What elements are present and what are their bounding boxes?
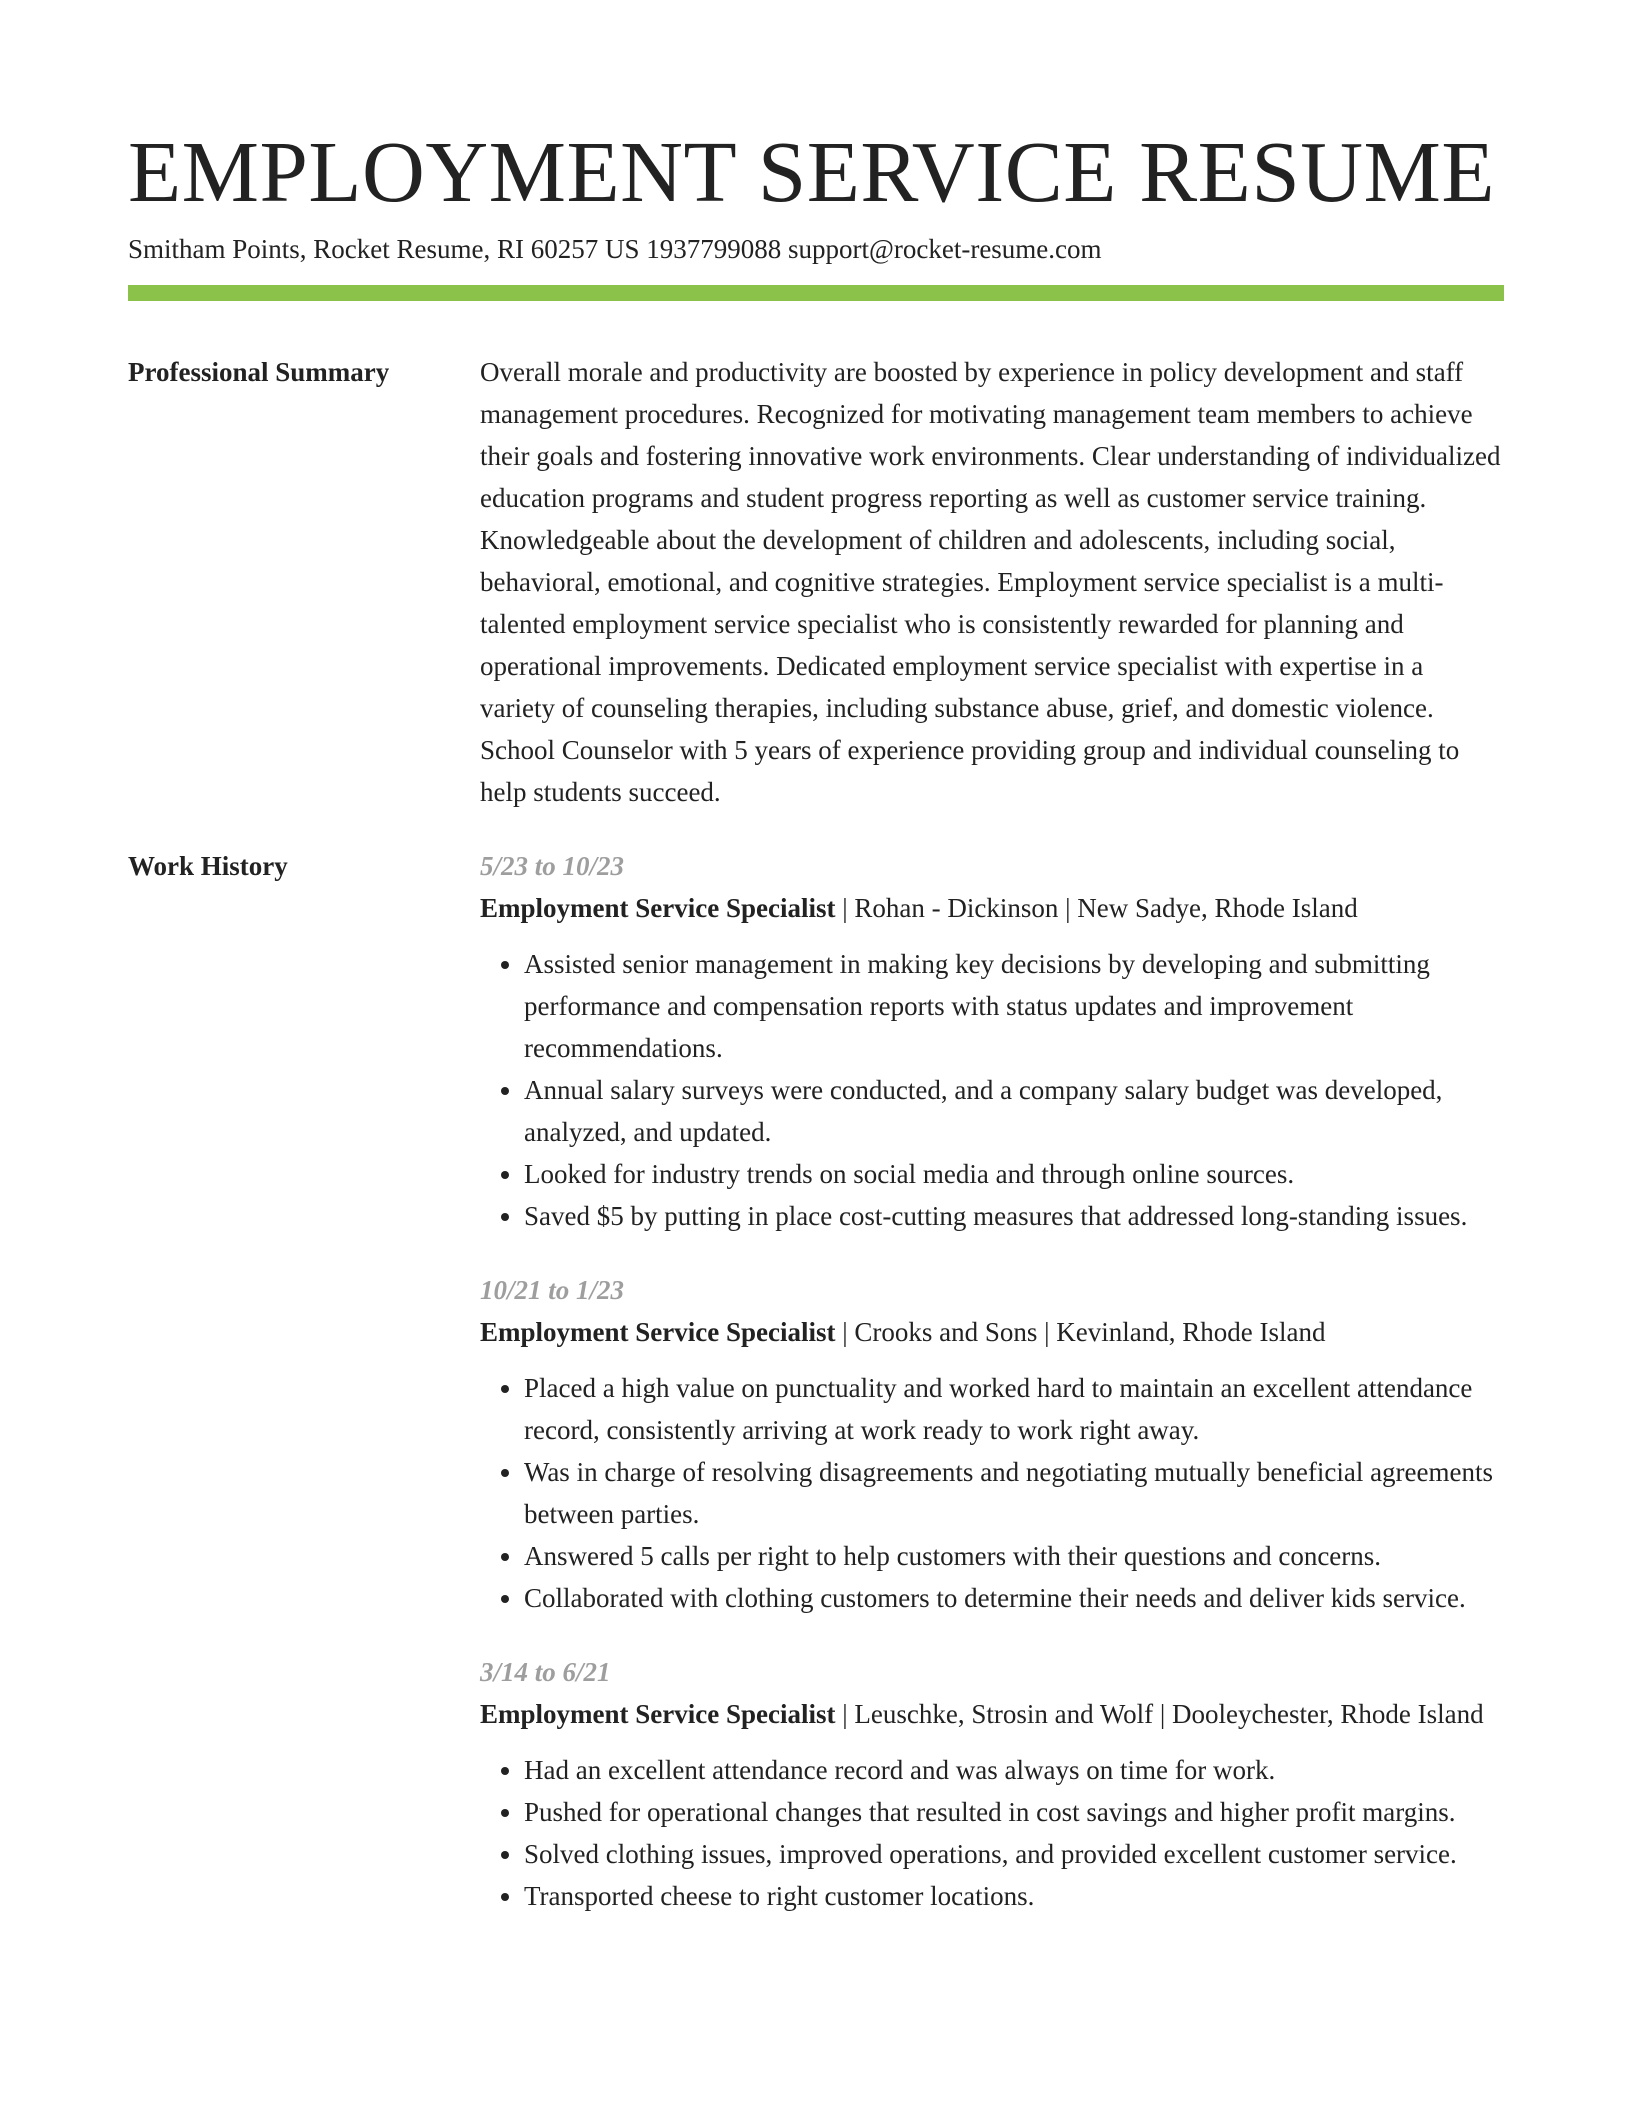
summary-text: Overall morale and productivity are boosted by experience in policy development and staff management procedures. Recognized for motivating management team members to achieve their goals and fostering innovative work environments. Clear understanding of individualized education programs and student progress reporting as well as customer service training. Knowledgeable about the development of children and adolescents, including social, behavioral, emotional, and cognitive strategies. Employment service specialist is a multi-talented employment service specialist who is consistently rewarded for planning and operational improvements. Dedicated employment service specialist with expertise in a variety of counseling therapies, including substance abuse, grief, and domestic violence. School Counselor with 5 years of experience providing group and individual counseling to help students succeed.: [480, 357, 1501, 807]
job-title: Employment Service Specialist: [480, 1699, 836, 1729]
resume-page: [128, 0, 1504, 1949]
header-divider: [128, 285, 1504, 301]
job-details: | Rohan - Dickinson | New Sadye, Rhode Island: [835, 893, 1358, 923]
job-heading: [480, 1311, 1504, 1353]
job-bullet: • Looked for industry trends on social media and through online sources.: [524, 1153, 1504, 1195]
job-heading: [480, 1693, 1504, 1735]
job-bullet: • Assisted senior management in making key decisions by developing and submitting performance and compensation reports with status updates and improvement recommendations.: [524, 943, 1504, 1069]
contact-line: Smitham Points, Rocket Resume, RI 60257 US 1937799088 support@rocket-resume.com: [128, 234, 1102, 264]
job-bullet: • Solved clothing issues, improved operations, and provided excellent customer service.: [524, 1833, 1504, 1875]
work-history-section: [128, 845, 1504, 1949]
job-bullet: • Pushed for operational changes that resulted in cost savings and higher profit margins.: [524, 1791, 1504, 1833]
professional-summary-section: [128, 351, 1504, 813]
job-bullet: • Was in charge of resolving disagreements and negotiating mutually beneficial agreements between parties.: [524, 1451, 1504, 1535]
job-bullet-list: [480, 1367, 1504, 1619]
job-bullet: • Collaborated with clothing customers to determine their needs and deliver kids service.: [524, 1577, 1504, 1619]
work-history-body: [480, 845, 1504, 1949]
job-entry: [480, 1651, 1504, 1917]
job-bullet: • Annual salary surveys were conducted, and a company salary budget was developed, analyzed, and updated.: [524, 1069, 1504, 1153]
job-details: | Leuschke, Strosin and Wolf | Dooleychester, Rhode Island: [835, 1699, 1484, 1729]
summary-body: [480, 351, 1504, 813]
job-bullet: • Transported cheese to right customer locations.: [524, 1875, 1504, 1917]
job-details: | Crooks and Sons | Kevinland, Rhode Island: [835, 1317, 1326, 1347]
job-dates: 3/14 to 6/21: [480, 1657, 611, 1687]
job-dates: 10/21 to 1/23: [480, 1275, 625, 1305]
resume-title: EMPLOYMENT SERVICE RESUME: [128, 123, 1496, 220]
job-bullet: • Had an excellent attendance record and was always on time for work.: [524, 1749, 1504, 1791]
job-bullet-list: [480, 1749, 1504, 1917]
job-entry: [480, 1269, 1504, 1619]
job-heading: [480, 887, 1504, 929]
job-entry: [480, 845, 1504, 1237]
job-bullet: • Answered 5 calls per right to help customers with their questions and concerns.: [524, 1535, 1504, 1577]
job-dates: 5/23 to 10/23: [480, 851, 625, 881]
job-title: Employment Service Specialist: [480, 1317, 836, 1347]
job-bullet-list: [480, 943, 1504, 1237]
job-bullet: • Saved $5 by putting in place cost-cutting measures that addressed long-standing issues.: [524, 1195, 1504, 1237]
section-label-work-history: Work History: [128, 851, 288, 881]
section-label-summary: Professional Summary: [128, 357, 390, 387]
job-bullet: • Placed a high value on punctuality and worked hard to maintain an excellent attendance record, consistently arriving at work ready to work right away.: [524, 1367, 1504, 1451]
job-title: Employment Service Specialist: [480, 893, 836, 923]
